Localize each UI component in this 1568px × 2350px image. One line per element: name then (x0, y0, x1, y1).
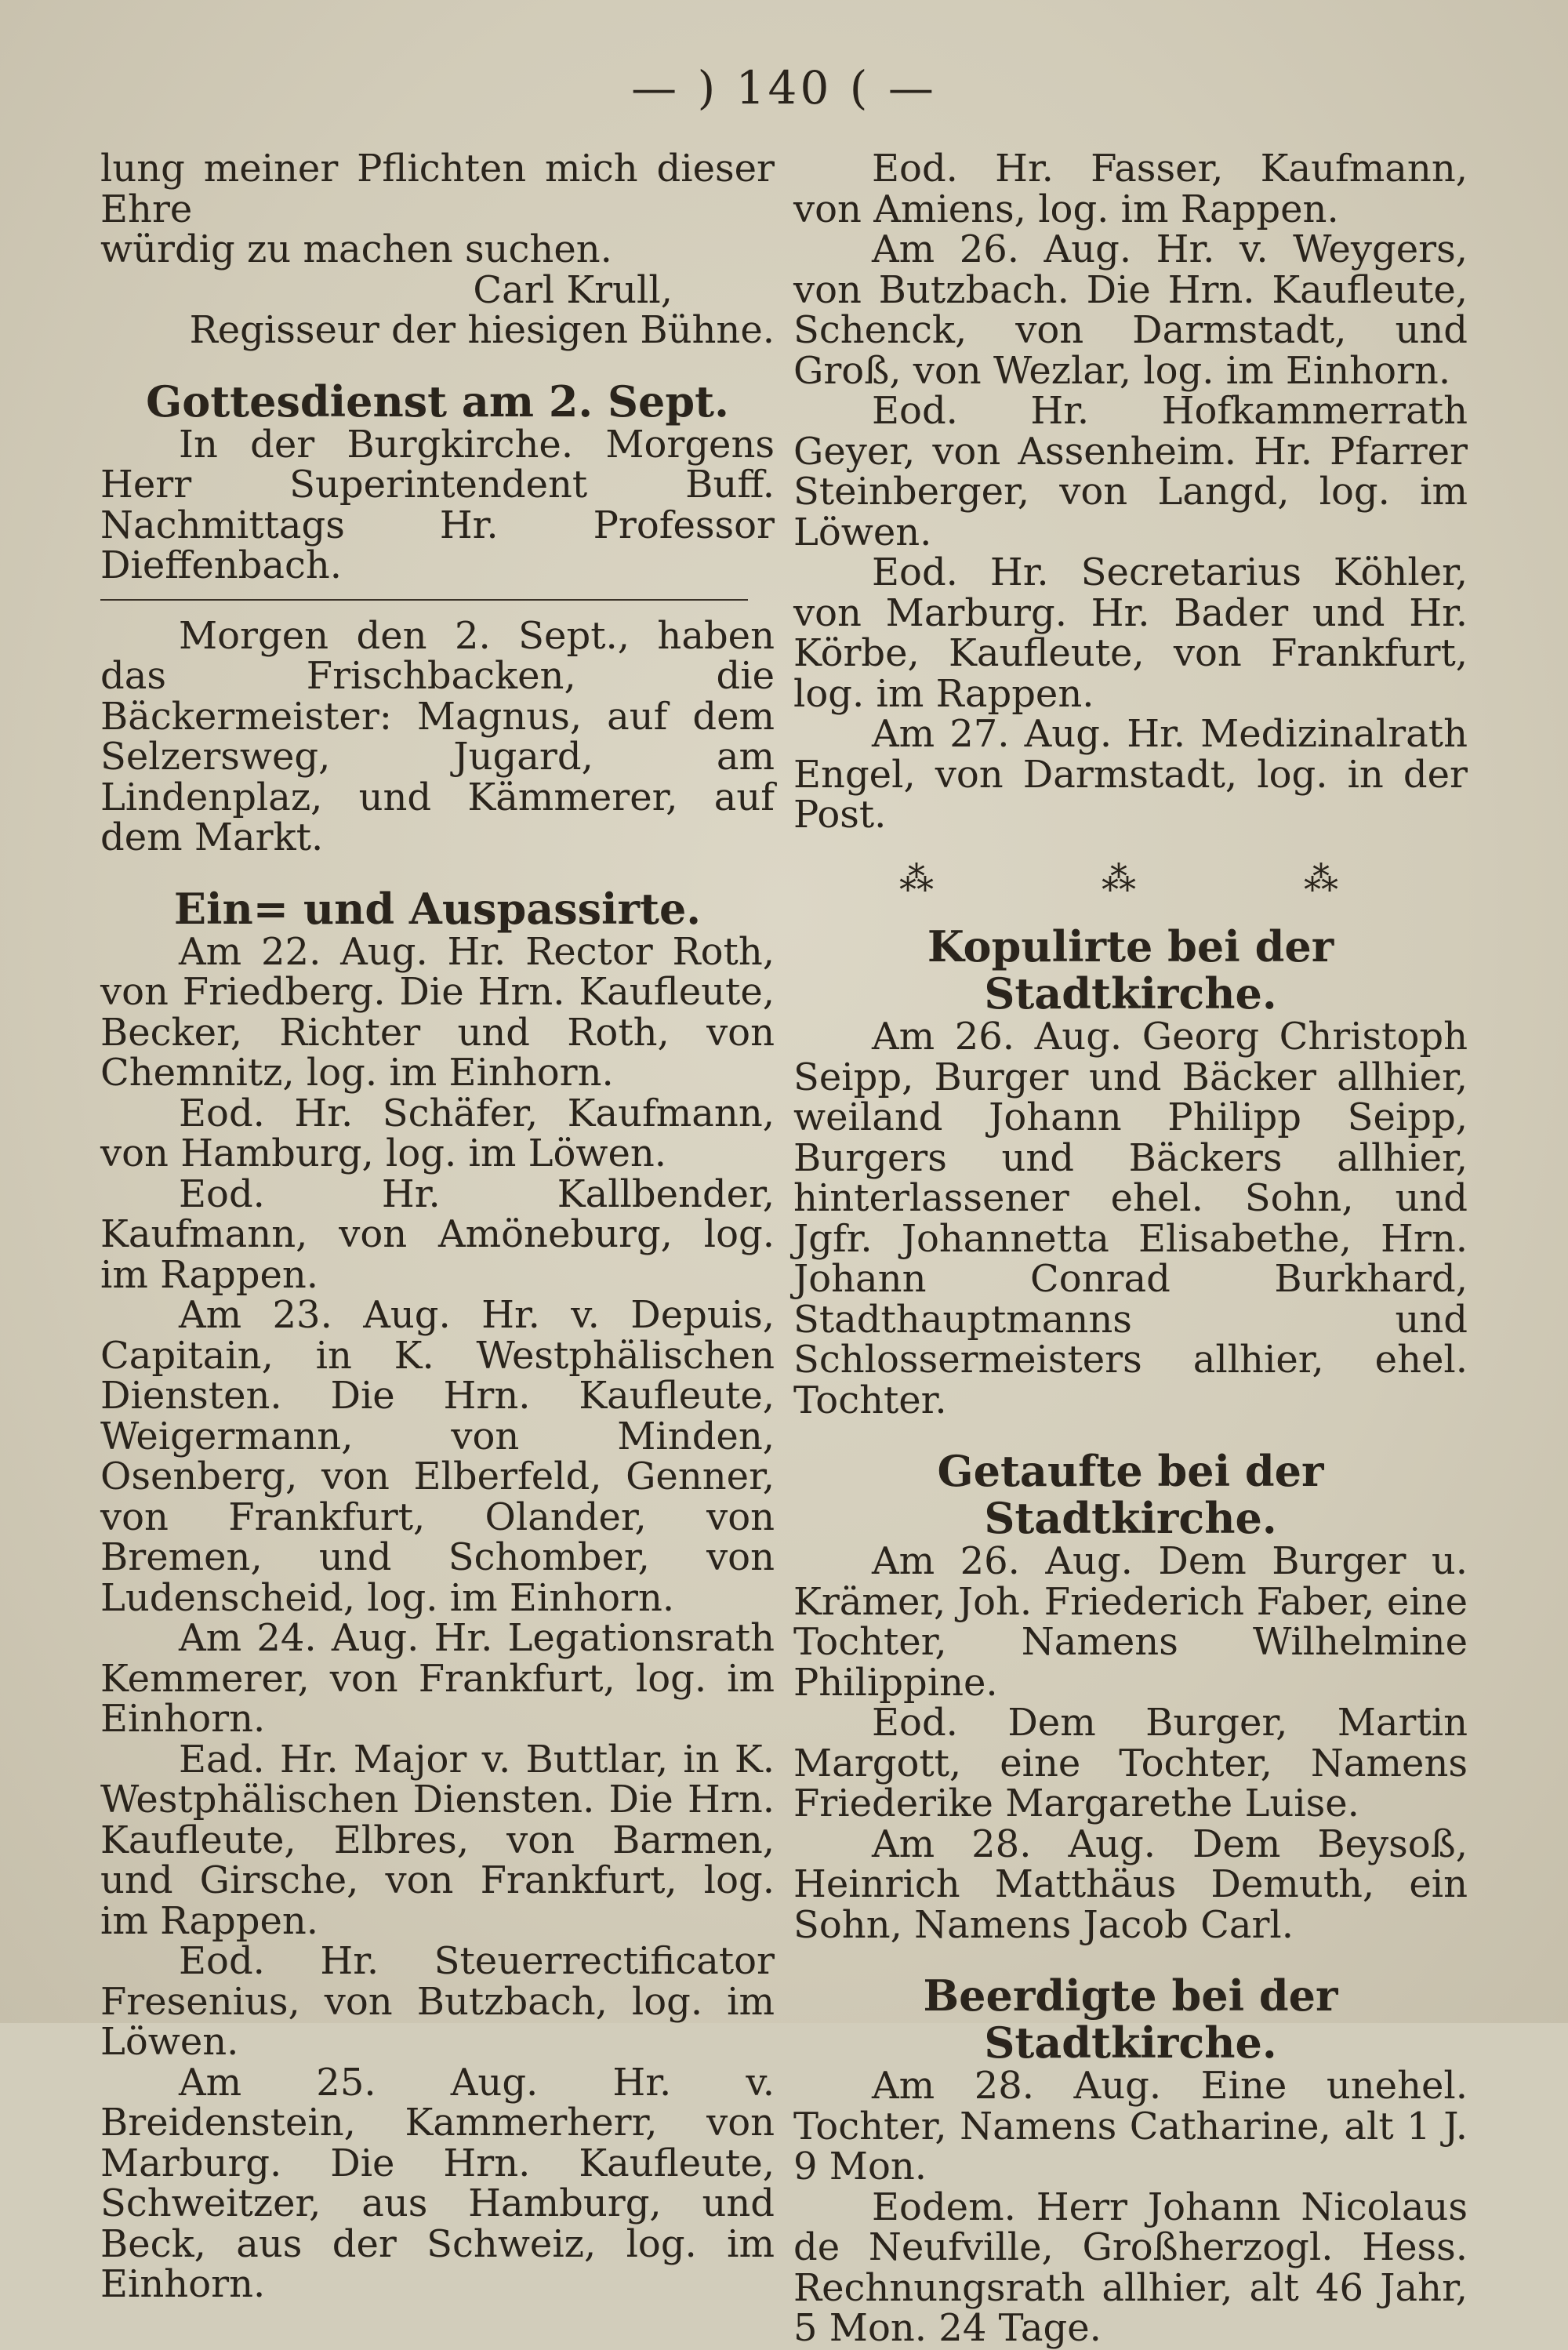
beerdigte-entry: Eodem. Herr Johann Nicolaus de Neufville, Großherzogl. Hess. Rechnungsrath allhier, alt 46 Jahr, 5 Mon. 24 Tage. (793, 2185, 1468, 2350)
right-column (793, 149, 1468, 2349)
frischbacken-text: Morgen den 2. Sept., haben das Frischbacken, die Bäckermeister: Magnus, auf dem Selzersweg, Jugard, am Lindenplaz, und Kämmerer, auf dem Markt. (100, 613, 775, 859)
signature-name: Carl Krull, (473, 267, 673, 312)
intro-line-1: lung meiner Pflichten mich dieser Ehre (100, 147, 775, 231)
passirte-entry: Eod. Hr. Kallbender, Kaufmann, von Amöneburg, log. im Rappen. (100, 1171, 775, 1297)
passirte-entry: Ead. Hr. Major v. Buttlar, in K. Westphälischen Diensten. Die Hrn. Kaufleute, Elbres, von Barmen, und Girsche, von Frankfurt, log. im Rappen. (100, 1737, 775, 1943)
spacer (100, 859, 775, 885)
passirte-entry: Am 26. Aug. Hr. v. Weygers, von Butzbach. Die Hrn. Kaufleute, Schenck, von Darmstadt, und Groß, von Wezlar, log. im Einhorn. (793, 227, 1468, 393)
passirte-entry: Am 27. Aug. Hr. Medizinalrath Engel, von Darmstadt, log. in der Post. (793, 712, 1468, 837)
asterism-divider (793, 859, 1468, 900)
gottesdienst-text: In der Burgkirche. Morgens Herr Superintendent Buff. Nachmittags Hr. Professor Dieffenbach. (100, 422, 775, 587)
section-divider (100, 599, 748, 601)
getaufte-entry: Eod. Dem Burger, Martin Margott, eine Tochter, Namens Friederike Margarethe Luise. (793, 1701, 1468, 1825)
heading-kopulirte: Kopulirte bei der Stadtkirche. (927, 921, 1334, 1019)
kopulirte-text: Am 26. Aug. Georg Christoph Seipp, Burger und Bäcker allhier, weiland Johann Philipp Seipp, Burgers und Bäckers allhier, hinterlassener ehel. Sohn, und Jgfr. Johannetta Elisabethe, Hrn. Johann Conrad Burkhard, Stadthauptmanns und Schlossermeisters allhier, ehel. Tochter. (793, 1015, 1468, 1422)
left-column (100, 149, 775, 2305)
asterism-icon: ⁂ (1304, 859, 1362, 899)
passirte-entry: Eod. Hr. Fasser, Kaufmann, von Amiens, log. im Rappen. (793, 147, 1468, 231)
asterism-icon: ⁂ (899, 859, 957, 899)
passirte-entry: Am 23. Aug. Hr. v. Depuis, Capitain, in K. Westphälischen Diensten. Die Hrn. Kaufleute, Weigermann, von Minden, Osenberg, von Elberfeld, Genner, von Frankfurt, Olander, von Bremen, und Schomber, von Ludenscheid, log. im Einhorn. (100, 1293, 775, 1620)
beerdigte-entry: Am 28. Aug. Eine unehel. Tochter, Namens Catharine, alt 1 J. 9 Mon. (793, 2064, 1468, 2188)
heading-gottesdienst: Gottesdienst am 2. Sept. (146, 376, 729, 427)
passirte-entry: Eod. Hr. Secretarius Köhler, von Marburg. Hr. Bader und Hr. Körbe, Kaufleute, von Frankfurt, log. im Rappen. (793, 550, 1468, 716)
intro-line-2: würdig zu machen suchen. (100, 227, 612, 271)
asterism-icon: ⁂ (1102, 859, 1160, 899)
passirte-entry: Eod. Hr. Hofkammerrath Geyer, von Assenheim. Hr. Pfarrer Steinberger, von Langd, log. im Löwen. (793, 389, 1468, 554)
getaufte-entry: Am 26. Aug. Dem Burger u. Krämer, Joh. Friederich Faber, eine Tochter, Namens Wilhelmine Philippine. (793, 1539, 1468, 1705)
heading-beerdigte: Beerdigte bei der Stadtkirche. (923, 1970, 1338, 2068)
signature-title: Regisseur der hiesigen Bühne. (189, 308, 775, 352)
passirte-entry: Eod. Hr. Steuerrectificator Fresenius, von Butzbach, log. im Löwen. (100, 1939, 775, 2064)
getaufte-entry: Am 28. Aug. Dem Beysoß, Heinrich Matthäus Demuth, ein Sohn, Namens Jacob Carl. (793, 1822, 1468, 1947)
passirte-entry: Am 22. Aug. Hr. Rector Roth, von Friedberg. Die Hrn. Kaufleute, Becker, Richter und Roth, von Chemnitz, log. im Einhorn. (100, 929, 775, 1095)
passirte-entry: Eod. Hr. Schäfer, Kaufmann, von Hamburg, log. im Löwen. (100, 1091, 775, 1175)
passirte-entry: Am 24. Aug. Hr. Legationsrath Kemmerer, von Frankfurt, log. im Einhorn. (100, 1616, 775, 1741)
spacer (100, 351, 775, 378)
heading-passirte: Ein= und Auspassirte. (173, 883, 702, 934)
spacer (793, 1945, 1468, 1972)
heading-getaufte: Getaufte bei der Stadtkirche. (937, 1446, 1324, 1543)
page-number-line: — ) 140 ( — (631, 61, 937, 114)
spacer (793, 1421, 1468, 1447)
passirte-entry: Am 25. Aug. Hr. v. Breidenstein, Kammerherr, von Marburg. Die Hrn. Kaufleute, Schweitzer, aus Hamburg, und Beck, aus der Schweiz, log. im Einhorn. (100, 2060, 775, 2306)
